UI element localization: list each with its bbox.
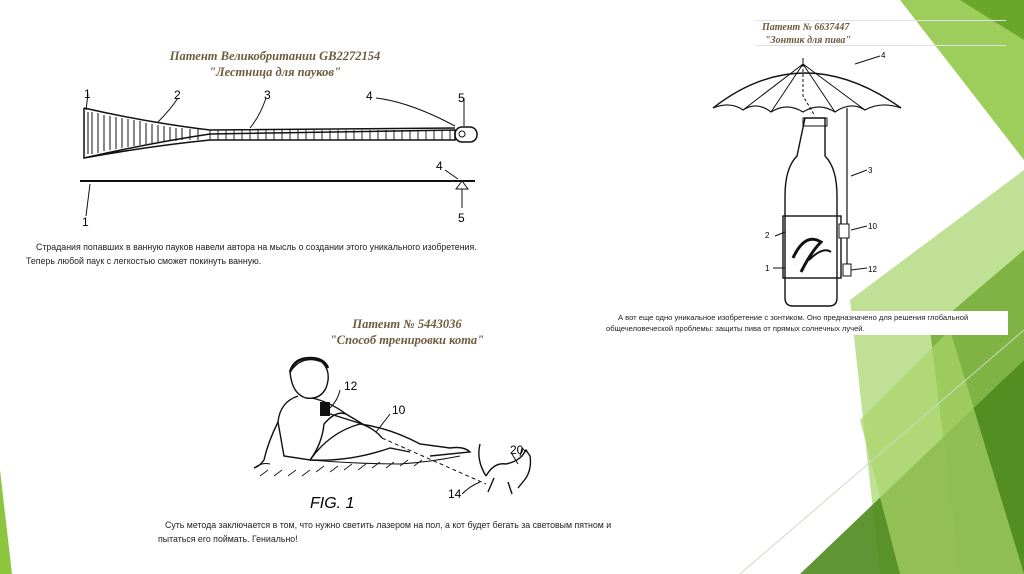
beer-fig-label: 1 [765,264,770,273]
patent3-caption-line2: пытаться его поймать. Гениально! [158,534,298,544]
spider-fig-label: 5 [458,211,465,225]
beer-fig-label: 12 [868,265,877,274]
spider-ladder-drawing [70,88,490,233]
patent2-caption-line2: общечеловеческой проблемы: защиты пива от прямых солнечных лучей. [606,324,865,333]
cat-training-drawing [250,352,570,512]
patent3-title: Патент № 5443036 [352,317,462,331]
cat-fig-label: 14 [448,487,462,501]
patent1-caption-line1: Страдания попавших в ванную пауков навели автора на мысль о создании этого уникального изобретения. [36,242,477,252]
spider-fig-label: 1 [84,88,91,101]
patent1-caption-line2: Теперь любой паук с легкостью сможет покинуть ванную. [26,256,262,266]
spider-fig-label: 4 [366,89,373,103]
beer-umbrella-drawing [705,46,905,316]
spider-fig-label: 3 [264,88,271,102]
spider-fig-label: 4 [436,159,443,173]
patent2-caption-line1: А вот еще одно уникальное изобретение с зонтиком. Оно предназначено для решения глобальной [618,313,969,322]
patent1-subtitle: "Лестница для пауков" [209,65,341,79]
patent3-subtitle: "Способ тренировки кота" [329,333,485,347]
patent1-title: Патент Великобритании GB2272154 [169,49,381,63]
beer-fig-label: 10 [868,222,877,231]
patent2-subtitle: "Зонтик для пива" [765,35,851,46]
spider-fig-label: 5 [458,91,465,105]
beer-fig-label: 4 [881,51,886,60]
spider-fig-label: 2 [174,88,181,102]
cat-fig-label: 20 [510,443,524,457]
cat-fig-caption: FIG. 1 [310,495,355,512]
patent2-title: Патент № 6637447 [762,22,850,33]
cat-fig-label: 10 [392,403,406,417]
beer-fig-label: 2 [765,231,770,240]
patent3-caption-line1: Суть метода заключается в том, что нужно светить лазером на пол, а кот будет бегать за световым пятном и [165,520,612,530]
spider-fig-label: 1 [82,215,89,229]
beer-fig-label: 3 [868,166,873,175]
cat-fig-label: 12 [344,379,358,393]
